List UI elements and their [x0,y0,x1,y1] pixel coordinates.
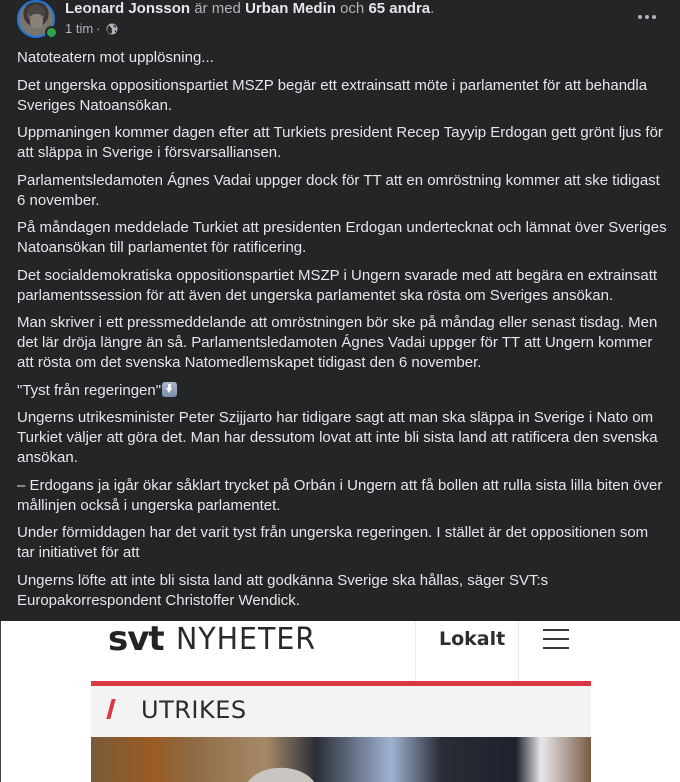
more-dot [645,15,649,19]
more-options-button[interactable] [632,6,662,28]
hamburger-menu-icon [543,629,569,649]
post-paragraph: På måndagen meddelade Turkiet att presidenten Erdogan undertecknat och lämnat över Sveriges Natoansökan till parlamentet för ratificering. [17,219,667,256]
globe-icon[interactable] [106,23,118,35]
author-name-link[interactable]: Leonard Jonsson [65,0,191,17]
meta-separator: · [96,21,101,36]
post-paragraph-subheading [17,381,667,401]
header-divider [518,621,519,681]
subheading-text: "Tyst från regeringen" [17,381,162,399]
header-divider [415,621,416,681]
post-paragraph: Man skriver i ett pressmeddelande att omröstningen bör ske på måndag eller senast tisdag. Men det lär dröja längre än så. Parlamentsledamoten Ágnes Vadai uppger för TT att Ungern kommer att rösta om det svenska Natomedlemskapet tidigast den 6 november. [17,314,658,371]
post-paragraph: Det socialdemokratiska oppositionspartiet MSZP i Ungern svarade med att begära en extrainsatt parlamentssession för att även det ungerska parlamentet ska rösta om Sveriges ansökan. [17,266,658,304]
post-paragraph: Under förmiddagen har det varit tyst från ungerska regeringen. I stället är det oppositionen som tar initiativet för att [17,524,649,561]
post-timestamp[interactable]: 1 tim [65,21,94,36]
svt-nyheter-wordmark: NYHETER [176,622,317,657]
more-dot [652,15,656,19]
svt-section-banner [91,686,591,737]
title-period: . [430,0,435,17]
post-paragraph: Parlamentsledamoten Ágnes Vadai uppger dock för TT att en omröstning kommer att ske tidigast 6 november. [17,171,660,209]
svt-logo: svt [108,621,164,659]
more-dot [638,15,642,19]
online-status-icon [45,26,58,39]
tagged-person-link[interactable]: Urban Medin [245,0,336,17]
post-paragraph: Det ungerska oppositionspartiet MSZP begär ett extrainsatt möte i parlamentet för att behandla Sveriges Natoansökan. [17,76,648,114]
others-link[interactable]: 65 andra [368,0,431,17]
slash-icon [106,699,115,719]
post-title-line [65,0,434,18]
post-paragraph: Natoteatern mot upplösning... [17,49,214,66]
news-photo [91,737,591,782]
svt-nav-lokalt: Lokalt [439,628,506,650]
section-label: UTRIKES [141,696,247,724]
author-avatar[interactable] [17,0,55,38]
post-paragraph: – Erdogans ja igår ökar såklart trycket på Orbán i Ungern att få bollen att rulla sista lilla biten över mållinjen också i ungerska parlamentet. [17,476,663,514]
post-paragraph: Ungerns utrikesminister Peter Szijjarto har tidigare sagt att man ska släppa in Sverige i Nato om Turkiet väljer att göra det. Man har dessutom lovat att inte bli sista land att ratificera den svenska ansökan. [17,409,658,466]
post-body [17,48,667,618]
with-text: är med [194,0,241,17]
avatar-face [30,14,43,29]
post-paragraph: Ungerns löfte att inte bli sista land att godkänna Sverige ska hållas, säger SVT:s Europakorrespondent Christoffer Wendick. [17,571,549,609]
svt-header [91,621,591,681]
post-meta [65,21,118,37]
post-paragraph: Uppmaningen kommer dagen efter att Turkiets president Recep Tayyip Erdogan gett grönt ljus för att släppa in Sverige i försvarsalliansen. [17,124,663,161]
and-text: och [340,0,365,17]
post-header [0,0,680,45]
shared-image[interactable] [0,621,680,782]
down-arrow-emoji-icon [162,382,177,397]
